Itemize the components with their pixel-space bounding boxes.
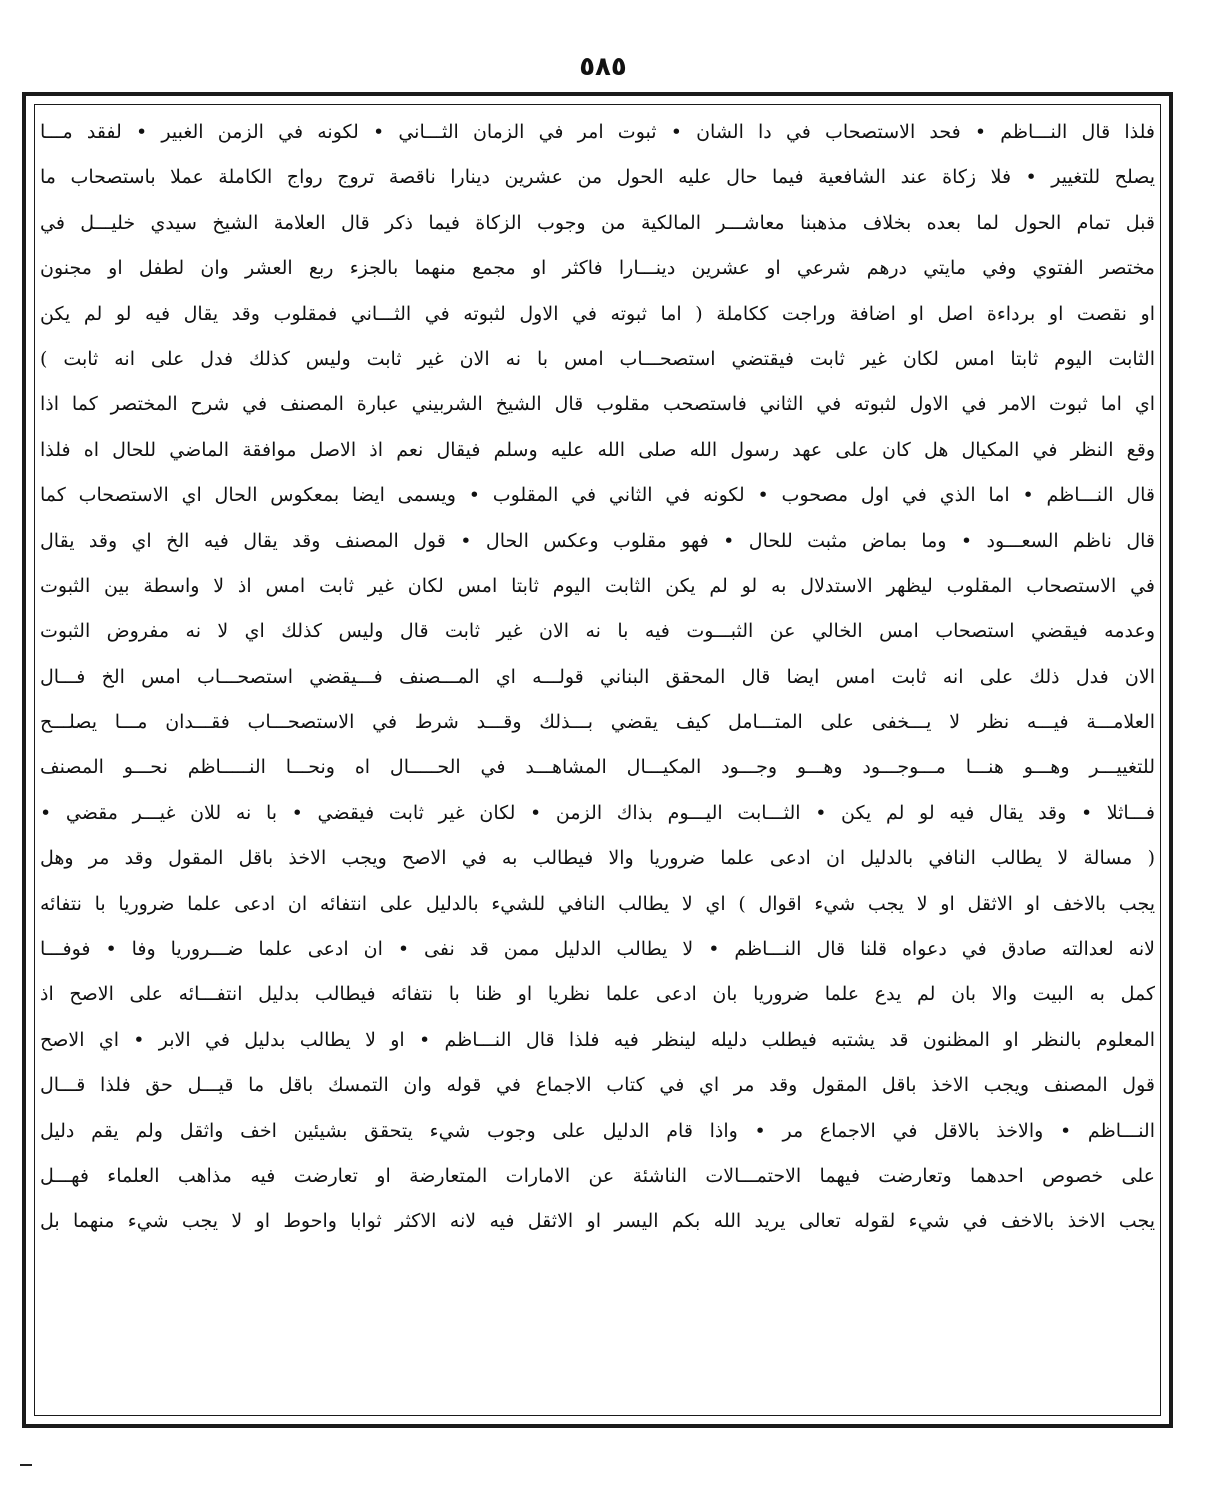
page-number: ٥٨٥ (579, 52, 627, 82)
text-line: النـــاظم • والاخذ بالاقل في الاجماع مر • واذا قام الدليل على وجوب شيء يتحقق بشيئين اخف واثقل ولم يقم دليل (40, 1119, 1155, 1142)
margin-mark (20, 1464, 32, 1466)
text-line: قبل تمام الحول لما بعده بخلاف مذهبنا معاشـــر المالكية من وجوب الزكاة فيما ذكر قال العلامة الشيخ سيدي خليـــل في (40, 211, 1155, 234)
text-line: قال ناظم السعـــود • وما بماض مثبت للحال • فهو مقلوب وعكس الحال • قول المصنف وقد يقال فيه الخ اي وقد يقال (40, 529, 1155, 552)
text-line: الان فدل ذلك على انه ثابت امس ايضا قال المحقق البناني قولـــه اي المـــصنف فـــيقضي استصحـــاب امس الخ فـــال (40, 665, 1155, 688)
text-line: ( مسالة لا يطالب النافي بالدليل ان ادعى علما ضروريا والا فيطالب به في الاصح ويجب الاخذ باقل المقول وقد مر وهل (40, 847, 1155, 870)
text-line: قال النـــاظم • اما الذي في اول مصحوب • لكونه في الثاني في المقلوب • ويسمى ايضا بمعكوس الحال اي الاستصحاب كما (40, 484, 1155, 507)
text-line: كمل به البيت والا بان لم يدع علما ضروريا بان ادعى علما نظريا او ظنا با نتفائه فيطالب بدليل انتفـــائه على الاصح اذ (40, 983, 1155, 1006)
text-body (40, 110, 1155, 1410)
text-line: او نقصت او برداءة اصل او اضافة وراجت ككاملة ( اما ثبوته في الاول لثبوته في الثـــاني فمقلوب وقد يقال فيه لو لم يكن (40, 302, 1155, 325)
text-line: المعلوم بالنظر او المظنون قد يشتبه فيطلب دليله لينظر فيه فلذا قال النـــاظم • او لا يطالب بدليل في الابر • اي الاصح (40, 1028, 1155, 1051)
text-line: العلامـــة فيـــه نظر لا يـــخفى على المتـــامل كيف يقضي بـــذلك وقـــد شرط في الاستصحـــاب فقـــدان مـــا يصلـــح (40, 711, 1155, 734)
text-line: لانه لعدالته صادق في دعواه قلنا قال النـــاظم • لا يطالب الدليل ممن قد نفى • ان ادعى علما ضـــروريا وفا • فوفـــا (40, 938, 1155, 961)
text-line: على خصوص احدهما وتعارضت فيهما الاحتمـــالات الناشئة عن الامارات المتعارضة او تعارضت فيه مذاهب العلماء فهـــل (40, 1164, 1155, 1187)
text-line: وقع النظر في المكيال هل كان على عهد رسول الله صلى الله عليه وسلم فيقال نعم اذ الاصل موافقة الماضي للحال اه فلذا (40, 438, 1155, 461)
text-line: يجب بالاخف او الاثقل او لا يجب شيء اقوال ) اي لا يطالب النافي للشيء بالدليل على انتفائه ان ادعى علما ضروريا با نتفائه (40, 892, 1155, 915)
text-line: في الاستصحاب المقلوب ليظهر الاستدلال به لو لم يكن الثابت اليوم ثابتا امس لكان غير ثابت امس اذ لا واسطة بين الثبوت (40, 574, 1155, 597)
text-line: اي اما ثبوت الامر في الاول لثبوته في الثاني فاستصحب مقلوب قال الشيخ الشربيني عبارة المصنف في شرح المختصر كما اذا (40, 393, 1155, 416)
text-line: يصلح للتغيير • فلا زكاة عند الشافعية فيما حال عليه الحول من عشرين دينارا ناقصة تروج رواج الكاملة عملا باستصحاب ما (40, 166, 1155, 189)
text-line: الثابت اليوم ثابتا امس لكان غير ثابت فيقتضي استصحـــاب امس با نه الان غير ثابت وليس كذلك فدل على انه ثابت ) (40, 347, 1155, 370)
text-line: فـــاثلا • وقد يقال فيه لو لم يكن • الثـــابت اليـــوم بذاك الزمن • لكان غير ثابت فيقضي • با نه للان غيـــر مقضي • (40, 801, 1155, 824)
text-line: وعدمه فيقضي استصحاب امس الخالي عن الثبـــوت فيه با نه الان غير ثابت قال وليس كذلك اي لا نه مفروض الثبوت (40, 620, 1155, 643)
text-line: قول المصنف ويجب الاخذ باقل المقول وقد مر اي في كتاب الاجماع في قوله وان التمسك باقل ما قيـــل حق فلذا قـــال (40, 1074, 1155, 1097)
page-border-outer (22, 92, 1173, 1428)
text-line: مختصر الفتوي وفي مايتي درهم شرعي او عشرين دينـــارا فاكثر او مجمع منهما بالجزء ربع العشر وان لطفل او مجنون (40, 257, 1155, 280)
text-line: للتغييـــر وهـــو هنـــا مـــوجـــود وهـــو وجـــود المكيـــال المشاهـــد في الحـــــال اه ونحـــا النـــــاظم نحـــو المصنف (40, 756, 1155, 779)
text-line: يجب الاخذ بالاخف في شيء لقوله تعالى يريد الله بكم اليسر او الاثقل فيه لانه الاكثر ثوابا واحوط او لا يجب شيء منهما بل (40, 1210, 1155, 1233)
text-line: فلذا قال النـــاظم • فحد الاستصحاب في دا الشان • ثبوت امر في الزمان الثـــاني • لكونه في الزمن الغبير • لفقد مـــا (40, 121, 1155, 143)
